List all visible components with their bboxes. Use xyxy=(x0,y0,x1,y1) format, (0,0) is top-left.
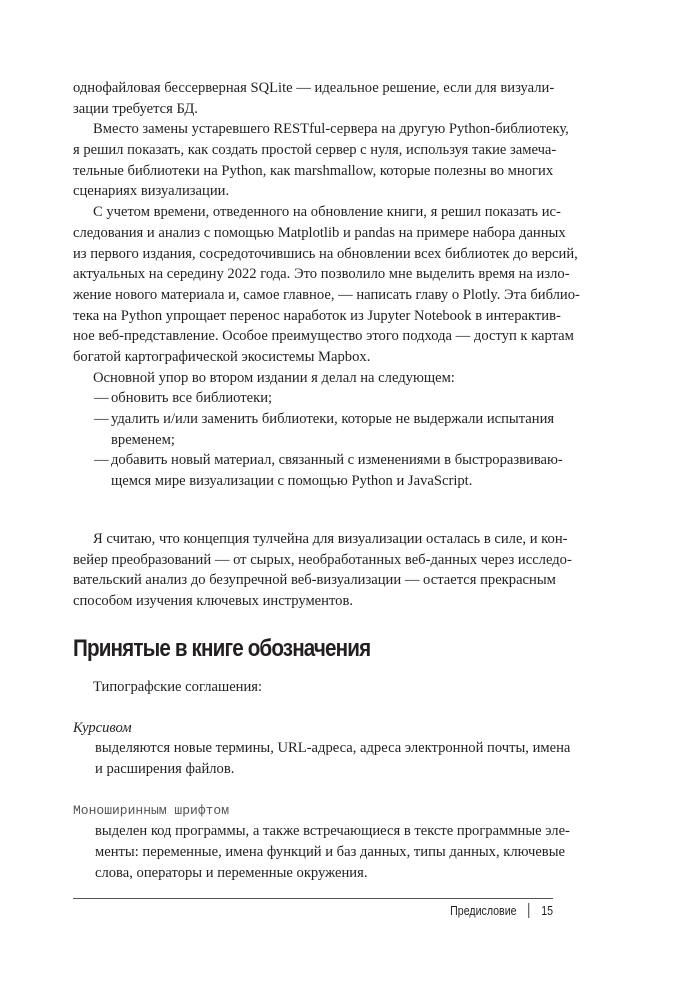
section-heading: Принятые в книге обозначения xyxy=(73,635,371,662)
dash-bullet: — xyxy=(94,452,109,469)
text-line: однофайловая бессерверная SQLite — идеальное решение, если для визуали- xyxy=(73,80,555,96)
term-description: и расширения файлов. xyxy=(95,761,235,778)
text-line: тека на Python упрощает перенос наработок из Jupyter Notebook в интерактив- xyxy=(73,307,561,324)
conventions-list xyxy=(73,677,571,884)
text-line: я решил показать, как создать простой сервер с нуля, используя такие замеча- xyxy=(73,142,557,159)
text-line: из первого издания, сосредоточившись на обновлении всех библиотек до версий, xyxy=(73,245,578,262)
text-line: Вместо замены устаревшего RESTful-сервера на другую Python-библиотеку, xyxy=(93,121,569,138)
text-line: добавить новый материал, связанный с изменениями в быстроразвиваю- xyxy=(111,452,563,469)
text-line: сценариях визуализации. xyxy=(73,183,230,200)
term-description: слова, операторы и переменные окружения. xyxy=(95,864,368,881)
term-description: менты: переменные, имена функций и баз данных, типы данных, ключевые xyxy=(95,844,565,861)
bullet-item xyxy=(73,388,553,409)
text-line: богатой картографической экосистемы Mapbox. xyxy=(73,348,371,365)
footer-separator xyxy=(528,903,529,918)
paragraph-5 xyxy=(73,529,572,612)
text-line: вательский анализ до безупречной веб-визуализации — остается прекрасным xyxy=(73,572,556,589)
text-line: обновить все библиотеки; xyxy=(111,390,273,407)
text-line: зации требуется БД. xyxy=(73,100,198,117)
text-line: жение нового материала и, самое главное, — написать главу о Plotly. Эта библио- xyxy=(73,286,580,303)
dash-bullet: — xyxy=(94,390,109,407)
text-line: актуальных на середину 2022 года. Это позволило мне выделить время на изло- xyxy=(73,266,570,283)
text-line: тельные библиотеки на Python, как marshmallow, которые полезны во многих xyxy=(73,162,554,179)
text-line: Основной упор во втором издании я делал на следующем: xyxy=(93,369,455,386)
bullet-item xyxy=(73,409,553,430)
paragraph-1 xyxy=(73,78,580,492)
text-line: ное веб-представление. Особое преимущество этого подхода — доступ к картам xyxy=(73,328,574,345)
term-monospace: Моноширинным шрифтом xyxy=(73,802,230,818)
footer-rule xyxy=(73,898,553,899)
term-italic: Курсивом xyxy=(73,719,132,736)
page-number: 15 xyxy=(541,903,553,918)
text-line: щемся мире визуализации с помощью Python и JavaScript. xyxy=(111,473,473,490)
bullet-item xyxy=(73,450,563,471)
text-line: вейер преобразований — от сырых, необработанных веб-данных через исследо- xyxy=(73,551,572,568)
dash-bullet: — xyxy=(94,411,109,427)
text-line: Я считаю, что концепция тулчейна для визуализации осталась в силе, и кон- xyxy=(93,531,568,547)
intro-text: Типографские соглашения: xyxy=(93,679,263,695)
running-title: Предисловие xyxy=(450,903,517,918)
page-footer xyxy=(450,903,553,918)
text-line: удалить и/или заменить библиотеки, которые не выдержали испытания xyxy=(111,411,555,427)
term-description: выделяются новые термины, URL-адреса, адреса электронной почты, имена xyxy=(95,740,571,757)
text-line: временем; xyxy=(111,431,175,448)
text-line: способом изучения ключевых инструментов. xyxy=(73,593,353,610)
text-line: С учетом времени, отведенного на обновление книги, я решил показать ис- xyxy=(93,204,561,221)
text-line: следования и анализ с помощью Matplotlib и pandas на примере набора данных xyxy=(73,224,566,241)
term-description: выделен код программы, а также встречающиеся в тексте программные эле- xyxy=(95,823,570,840)
